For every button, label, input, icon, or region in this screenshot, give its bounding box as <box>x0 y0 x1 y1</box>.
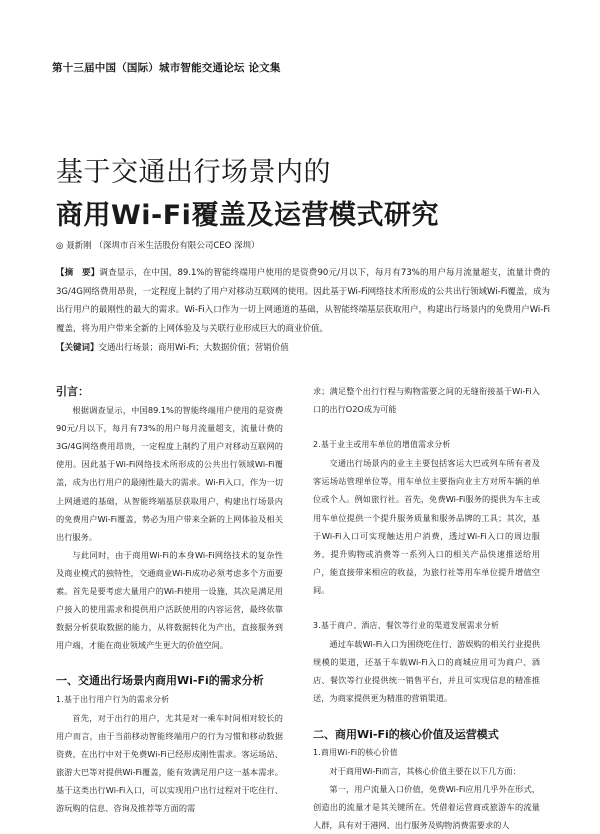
author-line: ◎ 聂新刚 （深圳市百米生活股份有限公司CEO 深圳） <box>56 241 260 251</box>
abstract-text: 调查显示，在中国，89.1%的智能终端用户使用的是资费90元/月以下，每月有73%的用户每月流量超支，流量计费的3G/4G网络费用昂贵，一定程度上制约了用户对移动互联网的使用。因此基于Wi-Fi网络技术所形成的公共出行领域Wi-Fi覆盖，成为出行用户的最刚性的最大的需求。Wi-Fi入口作为一切上网通道的基础，从智能终端基层获取用户，构建出行场景内的免费用户Wi-Fi覆盖，将为用户带来全新的上网体验及与关联行业形成巨大的商业价值。 <box>56 268 550 334</box>
paragraph: 第一，用户流量入口价值，免费Wi-Fi应用几乎外在形式，创造出的流量才是其关键所在。凭借着运营商或旅游车的流量人群，具有对于港网、出行服务及购物消费需要求的人 <box>313 783 540 830</box>
section-heading: 一、交通出行场景内商用Wi-Fi的需求分析 <box>56 674 264 688</box>
spacer <box>56 654 283 672</box>
spacer <box>313 418 540 436</box>
spacer <box>313 708 540 726</box>
paragraph: 根据调查显示，中国89.1%的智能终端用户使用的是资费90元/月以下，每月有73%的用户每月流量超支，流量计费的3G/4G网络费用昂贵，一定程度上制约了用户对移动互联网的使用。因此基于Wi-Fi网络技术所形成的公共出行领域Wi-Fi覆盖，成为出行用户的最刚性最大的需求。Wi-Fi入口，作为一切上网通道的基础，从智能终端基层获取用户，构建出行场景内的免费用户Wi-Fi覆盖，势必为用户带来全新的上网体验及相关出行服务。 <box>56 405 283 542</box>
subsection-heading: 2.基于业主或用车单位的增值需求分析 <box>313 440 451 450</box>
left-column <box>56 383 283 817</box>
title-line-1: 基于交通出行场景内的 <box>56 157 331 188</box>
paragraph: 对于商用Wi-Fi而言，其核心价值主要在以下几方面： <box>329 765 521 776</box>
keywords-label: 【关键词】 <box>56 343 99 353</box>
section-heading: 二、商用Wi-Fi的核心价值及运营模式 <box>313 727 499 741</box>
paragraph: 求；满足整个出行行程与购物需要之间的无缝衔接基于Wi-Fi入口的出行O2O成为可能 <box>313 386 540 415</box>
abstract <box>56 264 550 338</box>
spacer <box>313 599 540 617</box>
running-header: 第十三届中国（国际）城市智能交通论坛 论文集 <box>52 62 281 74</box>
paragraph: 与此同时，由于商用Wi-Fi的本身Wi-Fi网络技术的复杂性及商业模式的独特性，交通商业Wi-Fi成功必须考虑多个方面要素。首先是要考虑大量用户的Wi-Fi使用一设施，其次是满足用户接入的使用需求和提供用户活跃使用的内容运营，最终依靠数据分析获取数据的能力，从将数据转化为产出，直接服务到用户端，才能在商业领域产生更大的价值空间。 <box>56 549 283 651</box>
subsection-heading: 1.基于出行用户行为的需求分析 <box>56 694 170 704</box>
keywords <box>56 341 550 353</box>
right-column <box>313 382 540 834</box>
subsection-heading: 3.基于商户、酒店、餐饮等行业的渠道发展需求分析 <box>313 621 500 631</box>
keywords-text: 交通出行场景；商用Wi-Fi；大数据价值；营销价值 <box>98 343 289 353</box>
paragraph: 首先，对于出行的用户，尤其是对一乘车时间相对较长的用户而言，由于当前移动智能终端用户的行为习惯和移动数据资费，在出行中对于免费Wi-Fi已经形成刚性需求。客运场站、旅游大巴等对提供Wi-Fi覆盖，能有效满足用户这一基本需求。基于这类出行Wi-Fi入口，可以实现用户出行过程对于吃住行、游玩购的信息、咨询及推荐等方面的需 <box>56 712 283 814</box>
subsection-heading: 1.商用Wi-Fi的核心价值 <box>313 747 398 757</box>
paragraph: 通过车载Wi-Fi入口为围绕吃住行、游娱购的相关行业提供规模的渠道，还基于车载Wi-Fi入口的商城应用可为商户、酒店、餐饮等行业提供统一销售平台，并且可实现信息的精准推送，为商家提供更为精准的营销渠道。 <box>313 639 540 704</box>
title-line-2: 商用Wi-Fi覆盖及运营模式研究 <box>56 200 439 231</box>
paragraph: 交通出行场景内的业主主要包括客运大巴或列车所有者及客运场站管理单位等，用车单位主要指向业主方对所车辆的单位或个人。例如旅行社。首先，免费Wi-Fi服务的提供为车主或用车单位提供一个提升服务质量和服务品牌的工具；其次，基于Wi-Fi入口可实现触达用户消费，透过Wi-Fi入口的周边服务，提升购物或消费等一系列入口的相关产品快速推送给用户，能直接带来相应的收益，为旅行社等用车单位提升增值空间。 <box>313 458 540 595</box>
abstract-label: 【摘 要】 <box>56 268 100 278</box>
section-heading: 引言： <box>56 385 89 398</box>
